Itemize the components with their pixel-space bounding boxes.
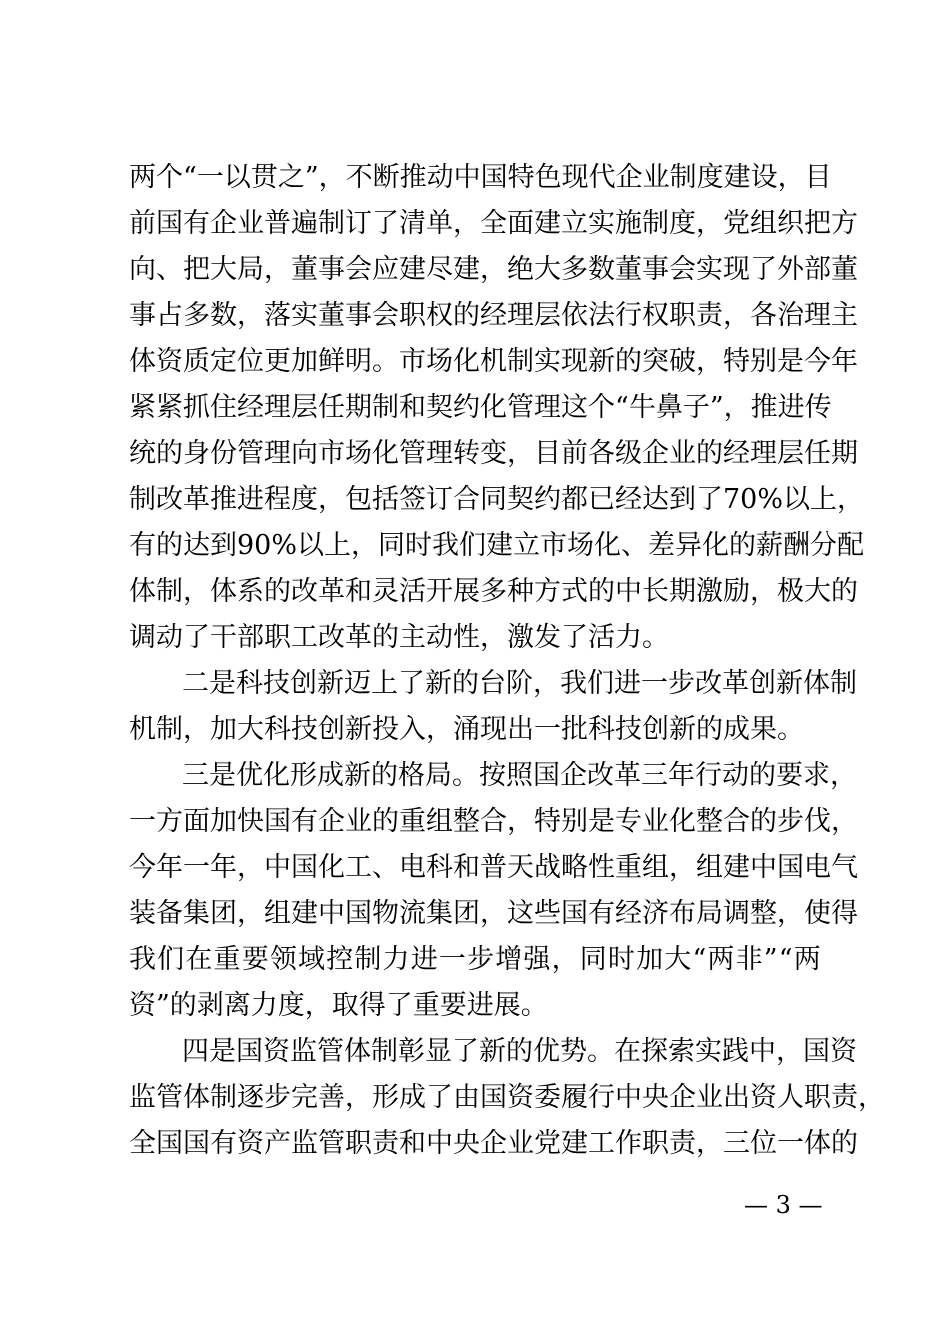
text-line: 全 国 国 有 资 产 监 管 职 责 和 中 央 企 业 党 建 工 作 职 责 ， 三 位 一 体 的 xyxy=(129,1128,858,1159)
text-line: 体 制 ， 体 系 的 改 革 和 灵 活 开 展 多 种 方 式 的 中 长 期 激 励 ， 极 大 的 xyxy=(129,576,858,607)
text-line: 今 年 一 年 ， 中 国 化 工 、 电 科 和 普 天 战 略 性 重 组 ， 组 建 中 国 电 气 xyxy=(129,852,858,883)
text-line: 有 的 达 到 90% 以 上 ， 同 时 我 们 建 立 市 场 化 、 差 异 化 的 薪 酬 分 配 xyxy=(129,530,865,561)
text-line: 紧 紧 抓 住 经 理 层 任 期 制 和 契 约 化 管 理 这 个 “ 牛 鼻 子 ” ， 推 进 传 xyxy=(129,392,832,423)
text-line: 三 是 优 化 形 成 新 的 格 局 。 按 照 国 企 改 革 三 年 行 动 的 要 求 ， xyxy=(182,760,857,791)
text-line: 二 是 科 技 创 新 迈 上 了 新 的 台 阶 ， 我 们 进 一 步 改 革 创 新 体 制 xyxy=(182,668,857,699)
text-line: 资”的剥离力度，取得了重要进展。 xyxy=(129,990,548,1021)
page-number: — 3 — xyxy=(744,1191,823,1219)
text-line: 机制，加大科技创新投入，涌现出一批科技创新的成果。 xyxy=(129,714,804,745)
text-line: 体 资 质 定 位 更 加 鲜 明 。 市 场 化 机 制 实 现 新 的 突 破 ， 特 别 是 今 年 xyxy=(129,346,858,377)
text-line: 统 的 身 份 管 理 向 市 场 化 管 理 转 变 ， 目 前 各 级 企 业 的 经 理 层 任 期 xyxy=(129,438,858,469)
text-line: 我 们 在 重 要 领 域 控 制 力 进 一 步 增 强 ， 同 时 加 大 “ 两 非 ” “ 两 xyxy=(129,944,821,975)
text-line: 装 备 集 团 ， 组 建 中 国 物 流 集 团 ， 这 些 国 有 经 济 布 局 调 整 ， 使 得 xyxy=(129,898,858,929)
text-line: 向 、 把 大 局 ， 董 事 会 应 建 尽 建 ， 绝 大 多 数 董 事 会 实 现 了 外 部 董 xyxy=(129,254,858,285)
text-line: 事 占 多 数 ， 落 实 董 事 会 职 权 的 经 理 层 依 法 行 权 职 责 ， 各 治 理 主 xyxy=(129,300,858,331)
text-line: 两 个 “ 一 以 贯 之 ” ， 不 断 推 动 中 国 特 色 现 代 企 业 制 度 建 设 ， 目 xyxy=(129,162,832,193)
text-line: 四 是 国 资 监 管 体 制 彰 显 了 新 的 优 势 。 在 探 索 实 践 中 ， 国 资 xyxy=(182,1036,857,1067)
text-line: 调动了干部职工改革的主动性，激发了活力。 xyxy=(129,622,669,653)
text-line: 监 管 体 制 逐 步 完 善 ， 形 成 了 由 国 资 委 履 行 中 央 企 业 出 资 人 职 责 ， xyxy=(129,1082,885,1113)
text-line: 制 改 革 推 进 程 度 ， 包 括 签 订 合 同 契 约 都 已 经 达 到 了 70% 以 上 ， xyxy=(129,484,865,515)
text-line: 前 国 有 企 业 普 遍 制 订 了 清 单 ， 全 面 建 立 实 施 制 度 ， 党 组 织 把 方 xyxy=(129,208,858,239)
text-line: 一 方 面 加 快 国 有 企 业 的 重 组 整 合 ， 特 别 是 专 业 化 整 合 的 步 伐 ， xyxy=(129,806,858,837)
